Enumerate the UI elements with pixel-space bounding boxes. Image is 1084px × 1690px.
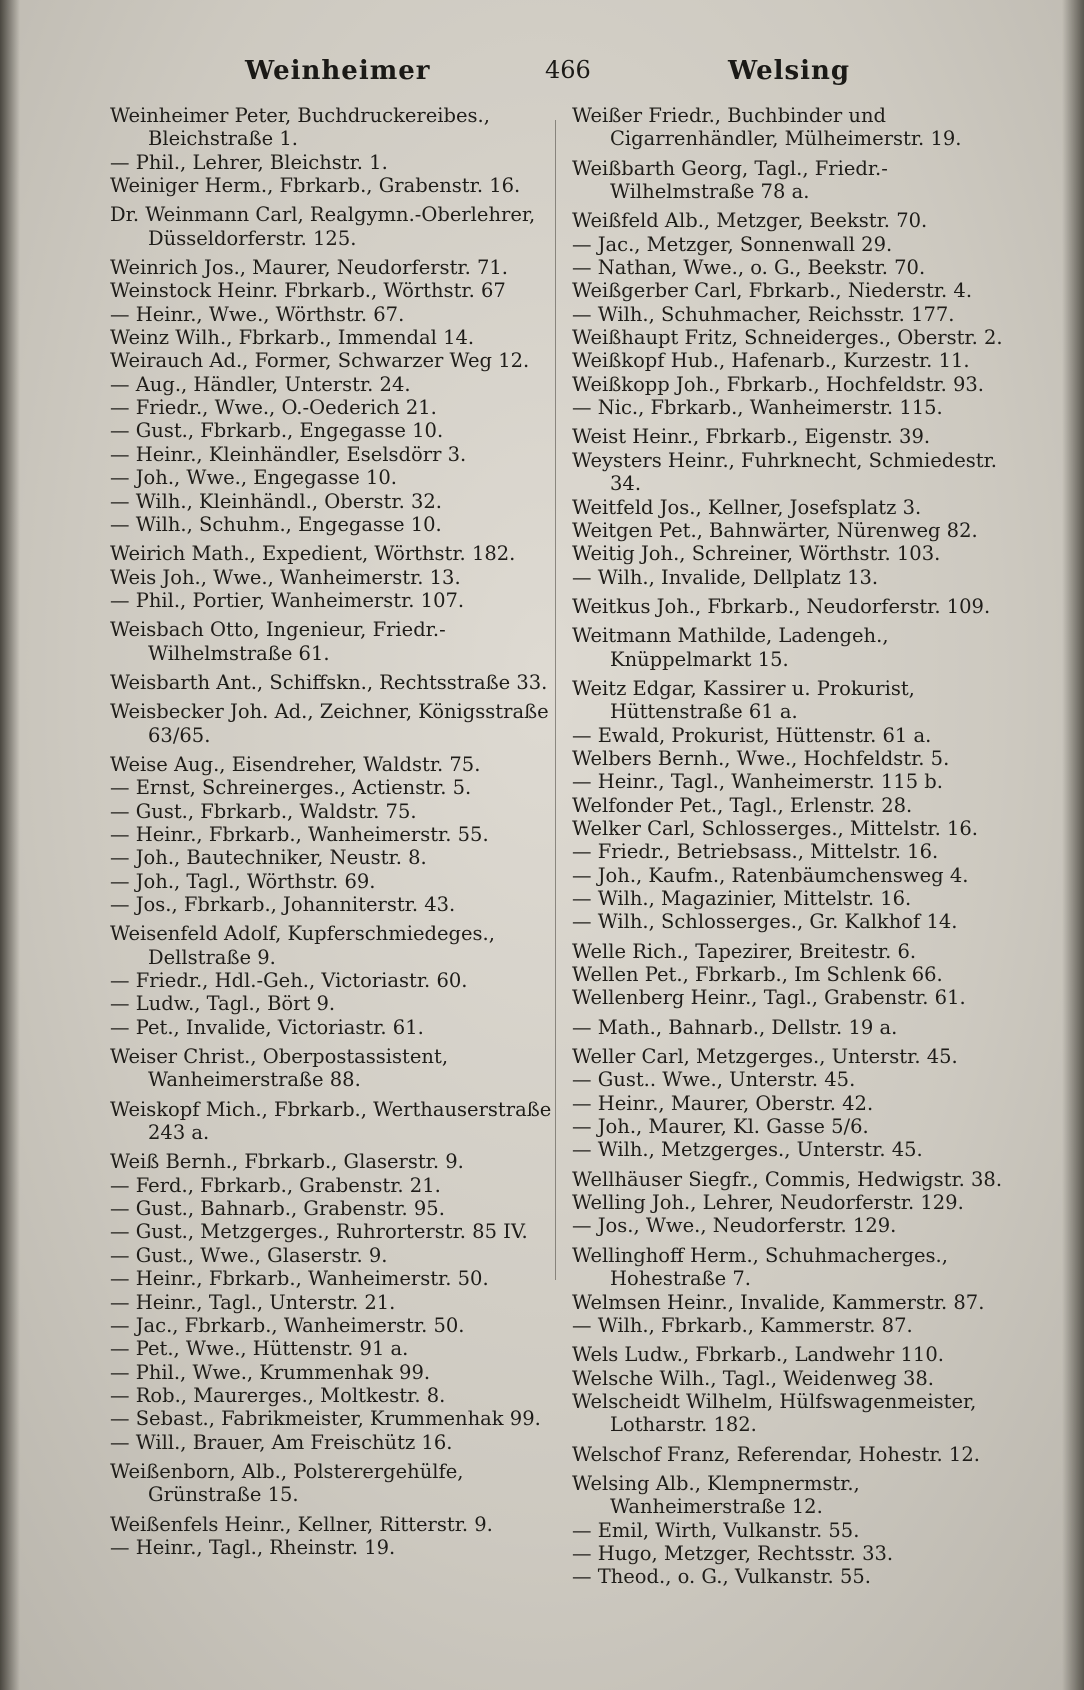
directory-entry: — Pet., Invalide, Victoriastr. 61.: [110, 1015, 424, 1039]
directory-entry: — Ferd., Fbrkarb., Grabenstr. 21.: [110, 1173, 441, 1197]
directory-entry: — Theod., o. G., Vulkanstr. 55.: [572, 1565, 871, 1589]
directory-entry: Weinrich Jos., Maurer, Neudorferstr. 71.: [110, 256, 508, 280]
directory-entry: — Gust., Fbrkarb., Engegasse 10.: [110, 419, 444, 443]
directory-entry: — Pet., Wwe., Hüttenstr. 91 a.: [110, 1337, 409, 1361]
directory-entry: — Heinr., Tagl., Wanheimerstr. 115 b.: [572, 770, 943, 794]
directory-entry: Welbers Bernh., Wwe., Hochfeldstr. 5.: [572, 746, 950, 770]
directory-entry: — Phil., Lehrer, Bleichstr. 1.: [110, 150, 388, 174]
directory-entry: — Joh., Bautechniker, Neustr. 8.: [110, 846, 427, 870]
running-head: [100, 56, 1020, 96]
directory-entry: Weinz Wilh., Fbrkarb., Immendal 14.: [110, 326, 475, 350]
directory-entry: — Aug., Händler, Unterstr. 24.: [110, 372, 411, 396]
directory-entry: Weißhaupt Fritz, Schneiderges., Oberstr. 2.: [572, 326, 1003, 350]
directory-entry: — Heinr., Fbrkarb., Wanheimerstr. 55.: [110, 822, 489, 846]
directory-entry: — Wilh., Fbrkarb., Kammerstr. 87.: [572, 1313, 913, 1337]
header-right-catchword: Welsing: [728, 56, 851, 86]
directory-entry: Weitgen Pet., Bahnwärter, Nürenweg 82.: [572, 518, 978, 542]
directory-entry: Weisbecker Joh. Ad., Zeichner, Königsstraße 63/65.: [110, 700, 549, 747]
directory-entry: — Hugo, Metzger, Rechtsstr. 33.: [572, 1541, 894, 1565]
directory-entry: — Heinr., Fbrkarb., Wanheimerstr. 50.: [110, 1267, 489, 1291]
directory-entry: Weinstock Heinr. Fbrkarb., Wörthstr. 67: [110, 279, 506, 303]
directory-entry: Weisbarth Ant., Schiffskn., Rechtsstraße 33.: [110, 670, 548, 694]
directory-entry: Welsing Alb., Klempnermstr., Wanheimerstraße 12.: [572, 1471, 860, 1519]
left-column: [110, 104, 562, 1559]
directory-entry: Weiskopf Mich., Fbrkarb., Werthauserstraße 243 a.: [110, 1097, 552, 1145]
directory-entry: Weisbach Otto, Ingenieur, Friedr.-Wilhelmstraße 61.: [110, 618, 446, 665]
directory-entry: — Gust., Metzgerges., Ruhrorterstr. 85 IV.: [110, 1220, 528, 1244]
directory-entry: — Heinr., Tagl., Unterstr. 21.: [110, 1290, 396, 1314]
directory-entry: — Friedr., Wwe., O.-Oederich 21.: [110, 396, 437, 420]
right-column: [572, 104, 1024, 1589]
directory-entry: Wels Ludw., Fbrkarb., Landwehr 110.: [572, 1343, 944, 1367]
directory-entry: — Ludw., Tagl., Bört 9.: [110, 992, 336, 1016]
directory-entry: — Wilh., Metzgerges., Unterstr. 45.: [572, 1138, 923, 1162]
directory-entry: Weitfeld Jos., Kellner, Josefsplatz 3.: [572, 495, 922, 519]
directory-entry: Weißkopf Hub., Hafenarb., Kurzestr. 11.: [572, 349, 970, 373]
directory-entry: — Wilh., Kleinhändl., Oberstr. 32.: [110, 489, 442, 513]
directory-entry: Weisenfeld Adolf, Kupferschmiedeges., Dellstraße 9.: [110, 922, 495, 969]
directory-entry: Weysters Heinr., Fuhrknecht, Schmiedestr. 34.: [572, 448, 997, 496]
directory-entry: — Jac., Fbrkarb., Wanheimerstr. 50.: [110, 1313, 465, 1337]
directory-entry: Weirich Math., Expedient, Wörthstr. 182.: [110, 542, 516, 566]
directory-entry: — Math., Bahnarb., Dellstr. 19 a.: [572, 1015, 898, 1039]
directory-entry: — Friedr., Hdl.-Geh., Victoriastr. 60.: [110, 969, 468, 993]
directory-entry: — Ewald, Prokurist, Hüttenstr. 61 a.: [572, 723, 932, 747]
directory-entry: — Jac., Metzger, Sonnenwall 29.: [572, 232, 893, 256]
directory-entry: Dr. Weinmann Carl, Realgymn.-Oberlehrer, Düsseldorferstr. 125.: [110, 203, 536, 250]
directory-entry: — Gust., Wwe., Glaserstr. 9.: [110, 1243, 388, 1267]
directory-entry: — Nic., Fbrkarb., Wanheimerstr. 115.: [572, 396, 943, 420]
directory-entry: Weißbarth Georg, Tagl., Friedr.-Wilhelmstraße 78 a.: [572, 156, 888, 204]
directory-entry: — Phil., Portier, Wanheimerstr. 107.: [110, 588, 465, 612]
directory-entry: Wellinghoff Herm., Schuhmacherges., Hohestraße 7.: [572, 1243, 948, 1291]
directory-entry: Weirauch Ad., Former, Schwarzer Weg 12.: [110, 349, 530, 373]
directory-entry: Weißgerber Carl, Fbrkarb., Niederstr. 4.: [572, 279, 973, 303]
directory-entry: — Wilh., Schlosserges., Gr. Kalkhof 14.: [572, 910, 958, 934]
directory-entry: — Heinr., Maurer, Oberstr. 42.: [572, 1091, 874, 1115]
directory-entry: Wellen Pet., Fbrkarb., Im Schlenk 66.: [572, 963, 943, 987]
directory-entry: — Wilh., Magazinier, Mittelstr. 16.: [572, 887, 912, 910]
directory-entry: — Gust., Bahnarb., Grabenstr. 95.: [110, 1197, 445, 1221]
directory-entry: — Will., Brauer, Am Freischütz 16.: [110, 1430, 453, 1454]
directory-entry: Weist Heinr., Fbrkarb., Eigenstr. 39.: [572, 425, 931, 449]
directory-entry: Welfonder Pet., Tagl., Erlenstr. 28.: [572, 793, 913, 817]
directory-entry: Weise Aug., Eisendreher, Waldstr. 75.: [110, 752, 481, 776]
directory-entry: — Phil., Wwe., Krummenhak 99.: [110, 1360, 431, 1384]
directory-entry: Weiniger Herm., Fbrkarb., Grabenstr. 16.: [110, 174, 521, 198]
header-left-catchword: Weinheimer: [245, 56, 431, 86]
directory-entry: — Jos., Wwe., Neudorferstr. 129.: [572, 1214, 897, 1238]
directory-entry: Weinheimer Peter, Buchdruckereibes., Bleichstraße 1.: [110, 104, 490, 151]
directory-entry: Welker Carl, Schlosserges., Mittelstr. 16.: [572, 816, 979, 840]
directory-entry: — Rob., Maurerges., Moltkestr. 8.: [110, 1383, 446, 1407]
directory-entry: — Wilh., Schuhm., Engegasse 10.: [110, 512, 442, 536]
directory-entry: Weis Joh., Wwe., Wanheimerstr. 13.: [110, 565, 461, 589]
directory-entry: Weitkus Joh., Fbrkarb., Neudorferstr. 109.: [572, 594, 991, 618]
directory-entry: — Heinr., Tagl., Rheinstr. 19.: [110, 1535, 396, 1559]
directory-entry: Weitmann Mathilde, Ladengeh., Knüppelmarkt 15.: [572, 624, 889, 671]
directory-entry: — Heinr., Wwe., Wörthstr. 67.: [110, 302, 405, 326]
directory-entry: Weller Carl, Metzgerges., Unterstr. 45.: [572, 1045, 958, 1069]
directory-entry: — Ernst, Schreinerges., Actienstr. 5.: [110, 776, 472, 800]
directory-entry: — Wilh., Schuhmacher, Reichsstr. 177.: [572, 302, 955, 326]
directory-entry: Welschof Franz, Referendar, Hohestr. 12.: [572, 1442, 980, 1466]
directory-entry: Welsche Wilh., Tagl., Weidenweg 38.: [572, 1366, 934, 1390]
directory-entry: Weitz Edgar, Kassirer u. Prokurist, Hüttenstraße 61 a.: [572, 676, 915, 724]
directory-entry: — Friedr., Betriebsass., Mittelstr. 16.: [572, 840, 939, 864]
page-number: 466: [545, 56, 591, 84]
directory-entry: Wellhäuser Siegfr., Commis, Hedwigstr. 38.: [572, 1167, 1003, 1191]
directory-entry: Wellenberg Heinr., Tagl., Grabenstr. 61.: [572, 986, 966, 1010]
directory-entry: Weiser Christ., Oberpostassistent, Wanheimerstraße 88.: [110, 1045, 449, 1092]
directory-entry: Weißfeld Alb., Metzger, Beekstr. 70.: [572, 209, 928, 233]
directory-entry: Weißenborn, Alb., Polsterergehülfe, Grünstraße 15.: [110, 1459, 464, 1507]
directory-entry: Weißenfels Heinr., Kellner, Ritterstr. 9.: [110, 1512, 493, 1536]
directory-entry: — Sebast., Fabrikmeister, Krummenhak 99.: [110, 1407, 541, 1431]
directory-entry: — Wilh., Invalide, Dellplatz 13.: [572, 565, 879, 589]
directory-entry: Weiß Bernh., Fbrkarb., Glaserstr. 9.: [110, 1150, 464, 1174]
directory-entry: — Joh., Wwe., Engegasse 10.: [110, 466, 397, 490]
directory-entry: — Nathan, Wwe., o. G., Beekstr. 70.: [572, 256, 926, 280]
directory-entry: — Joh., Tagl., Wörthstr. 69.: [110, 869, 376, 893]
directory-entry: — Jos., Fbrkarb., Johanniterstr. 43.: [110, 893, 456, 916]
directory-entry: — Joh., Maurer, Kl. Gasse 5/6.: [572, 1115, 869, 1139]
directory-entry: Weißer Friedr., Buchbinder und Cigarrenhändler, Mülheimerstr. 19.: [572, 104, 962, 151]
directory-entry: — Joh., Kaufm., Ratenbäumchensweg 4.: [572, 863, 969, 887]
directory-entry: Weitig Joh., Schreiner, Wörthstr. 103.: [572, 542, 941, 566]
directory-entry: Weißkopp Joh., Fbrkarb., Hochfeldstr. 93.: [572, 372, 984, 396]
directory-entry: — Emil, Wirth, Vulkanstr. 55.: [572, 1518, 860, 1542]
directory-entry: — Gust.. Wwe., Unterstr. 45.: [572, 1068, 856, 1092]
directory-entry: Welle Rich., Tapezirer, Breitestr. 6.: [572, 939, 917, 963]
directory-entry: Welling Joh., Lehrer, Neudorferstr. 129.: [572, 1191, 964, 1215]
directory-entry: Welscheidt Wilhelm, Hülfswagenmeister, Lotharstr. 182.: [572, 1389, 977, 1437]
directory-entry: — Gust., Fbrkarb., Waldstr. 75.: [110, 799, 417, 823]
directory-entry: — Heinr., Kleinhändler, Eselsdörr 3.: [110, 442, 467, 466]
directory-entry: Welmsen Heinr., Invalide, Kammerstr. 87.: [572, 1290, 985, 1314]
